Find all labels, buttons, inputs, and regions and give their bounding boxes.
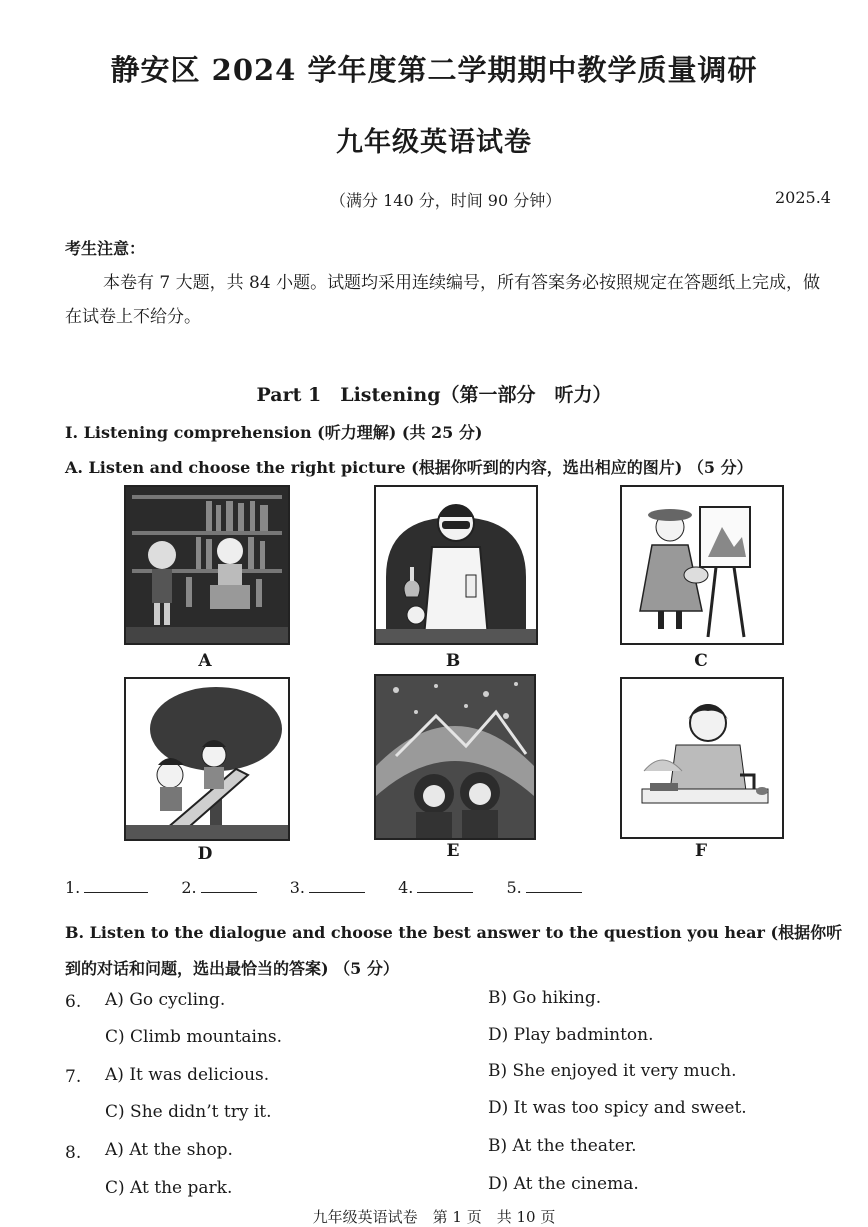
exam-date: 2025.4 [775, 188, 831, 207]
picture-b [374, 485, 538, 645]
picture-a-label: A [198, 651, 212, 671]
question-7-option-c[interactable]: C) She didn’t try it. [105, 1102, 272, 1122]
winter-hiking-illustration [376, 676, 534, 838]
question-6-option-b[interactable]: B) Go hiking. [488, 988, 602, 1008]
question-8-option-b[interactable]: B) At the theater. [488, 1136, 637, 1156]
picture-a [124, 485, 290, 645]
question-6-option-c[interactable]: C) Climb mountains. [105, 1027, 283, 1047]
blank-2-number: 2. [181, 878, 197, 897]
playground-illustration [126, 679, 288, 839]
question-6-number: 6. [65, 992, 82, 1012]
question-7-number: 7. [65, 1067, 82, 1087]
picture-d-label: D [197, 844, 213, 864]
question-6-option-d[interactable]: D) Play badminton. [488, 1025, 654, 1045]
picture-f-label: F [694, 841, 708, 861]
library-illustration [126, 487, 288, 643]
picture-b-label: B [445, 651, 461, 671]
blank-5-number: 5. [506, 878, 522, 897]
washing-boy-illustration [622, 679, 782, 837]
question-6-option-a[interactable]: A) Go cycling. [105, 990, 226, 1010]
blank-1[interactable] [65, 878, 148, 897]
section-a-instructions: A. Listen and choose the right picture (根据你听到的内容，选出相应的图片) （5 分） [65, 458, 753, 477]
question-8-number: 8. [65, 1143, 82, 1163]
blank-5-line [526, 878, 582, 893]
blank-1-line [84, 878, 148, 893]
blank-2-line [201, 878, 257, 893]
blank-1-number: 1. [65, 878, 81, 897]
blank-5[interactable] [506, 878, 581, 897]
picture-c-label: C [694, 651, 708, 671]
picture-c [620, 485, 784, 645]
notice-heading: 考生注意： [65, 239, 146, 258]
blank-4-number: 4. [398, 878, 414, 897]
picture-e-label: E [446, 841, 460, 861]
blank-2[interactable] [181, 878, 256, 897]
question-8-option-c[interactable]: C) At the park. [105, 1178, 233, 1198]
notice-text: 本卷有 7 大题，共 84 小题。试题均采用连续编号，所有答案务必按照规定在答题纸上完成，做在试卷上不给分。 [65, 273, 821, 327]
part1-title: Part 1 Listening（第一部分 听力） [256, 384, 612, 406]
picture-e [374, 674, 536, 840]
question-7-option-d[interactable]: D) It was too spicy and sweet. [488, 1098, 747, 1118]
exam-subtitle: 九年级英语试卷 [336, 127, 532, 158]
scientist-illustration [376, 487, 536, 643]
score-time: （满分 140 分，时间 90 分钟） [330, 191, 562, 210]
picture-d [124, 677, 290, 841]
blank-3-line [309, 878, 365, 893]
blank-3-number: 3. [289, 878, 305, 897]
question-8-option-d[interactable]: D) At the cinema. [488, 1174, 639, 1194]
exam-title: 静安区 2024 学年度第二学期期中教学质量调研 [110, 53, 758, 87]
section-b-instructions: B. Listen to the dialogue and choose the best answer to the question you hear (根据你听到的对话和问题，选出最恰当的答案) （5 分） [65, 923, 843, 978]
blank-4-line [417, 878, 473, 893]
section-listening-comprehension: I. Listening comprehension (听力理解) (共 25 分) [65, 423, 483, 442]
question-7-option-a[interactable]: A) It was delicious. [105, 1065, 270, 1085]
question-7-option-b[interactable]: B) She enjoyed it very much. [488, 1061, 737, 1081]
blank-4[interactable] [398, 878, 473, 897]
page-footer: 九年级英语试卷 第 1 页 共 10 页 [312, 1208, 556, 1226]
answer-blanks [65, 878, 600, 897]
question-8-option-a[interactable]: A) At the shop. [105, 1140, 233, 1160]
painting-girl-illustration [622, 487, 782, 643]
picture-f [620, 677, 784, 839]
blank-3[interactable] [290, 878, 365, 897]
